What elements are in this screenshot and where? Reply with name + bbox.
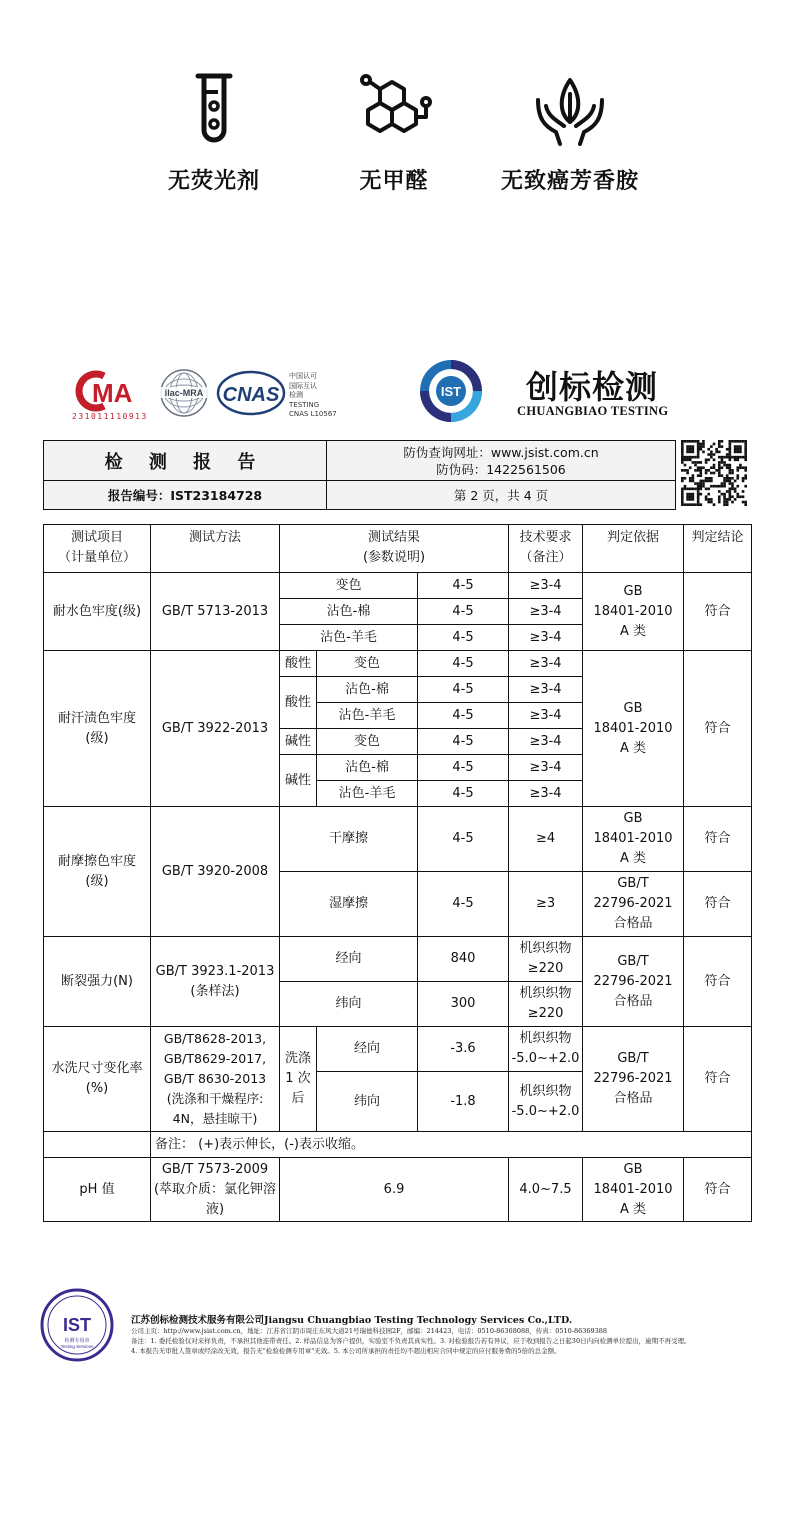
report-number: 报告编号：IST23184728 [107, 488, 263, 503]
ilac-logo-icon [158, 368, 210, 418]
feature-label: 无致癌芳香胺 [500, 169, 639, 194]
req-cell: ≥3-4 [509, 755, 583, 781]
seal-sub: 检测专用章 [64, 1338, 90, 1344]
value-cell: 4-5 [418, 677, 509, 703]
value-cell: 4-5 [418, 807, 509, 872]
value-cell: -1.8 [418, 1072, 509, 1132]
brand-name-en: CHUANGBIAO TESTING [517, 404, 669, 418]
footer-line: 备注：1. 委托检验仅对来样负责，不承担其他连带责任。2. 样品信息为客户提供，实验室不负责其真实性。3. 对检验报告若有异议，应于收到报告之日起30日内向检测单位提出，逾期不再受理。 [131, 1337, 691, 1345]
conclusion-cell: 符合 [684, 573, 752, 651]
cnas-text: CNAS [222, 384, 280, 406]
feature-no-fluorescent [124, 70, 304, 195]
value-cell: 4-5 [418, 872, 509, 937]
req-cell: ≥3-4 [509, 573, 583, 599]
method-cell: GB/T 3923.1-2013 (条样法) [151, 937, 280, 1027]
feature-label: 无甲醛 [359, 169, 429, 194]
footer-line: 4. 本报告无审批人签章或经涂改无效，报告无"检验检测专用章"无效。5. 本公司所承担的责任均不超出相应合同中规定的应付服务费的5倍的总金额。 [131, 1347, 561, 1355]
value-cell: 4-5 [418, 755, 509, 781]
accreditation-logos [0, 352, 790, 432]
cma-text: MA [92, 378, 133, 408]
req-cell: ≥3-4 [509, 625, 583, 651]
param-cell: 变色 [317, 729, 418, 755]
test-results-table [43, 524, 752, 1222]
feature-no-amines [480, 70, 660, 195]
param-cell: 沾色-棉 [317, 755, 418, 781]
header-method: 测试方法 [151, 525, 280, 573]
method-cell: GB/T 3920-2008 [151, 807, 280, 937]
param-cell: 沾色-羊毛 [317, 703, 418, 729]
header-basis: 判定依据 [583, 525, 684, 573]
feature-no-formaldehyde [304, 70, 484, 195]
req-cell: ≥3-4 [509, 781, 583, 807]
item-cell: pH 值 [44, 1158, 151, 1222]
note-cell: 备注： (+)表示伸长，(-)表示收缩。 [151, 1132, 752, 1158]
value-cell: 4-5 [418, 625, 509, 651]
header-result: 测试结果 (参数说明) [280, 525, 509, 573]
table-row [44, 807, 752, 872]
req-cell: 机织织物 -5.0~+2.0 [509, 1072, 583, 1132]
value-cell: 4-5 [418, 729, 509, 755]
param-cell: 变色 [280, 573, 418, 599]
conclusion-cell: 符合 [684, 1158, 752, 1222]
cnas-caption [289, 372, 337, 420]
param-cell: 经向 [280, 937, 418, 982]
table-row [44, 937, 752, 982]
table-header-row [44, 525, 752, 573]
table-row [44, 573, 752, 599]
alkali-label: 碱性 [280, 729, 317, 755]
brand-name-cn: 创标检测 [526, 368, 659, 406]
item-cell: 水洗尺寸变化率 (%) [44, 1027, 151, 1132]
param-cell: 沾色-棉 [317, 677, 418, 703]
param-cell: 干摩擦 [280, 807, 418, 872]
cnas-logo-icon [216, 370, 286, 416]
molecule-icon [354, 70, 434, 150]
method-cell: GB/T 3922-2013 [151, 651, 280, 807]
cnas-line: 检测 [289, 391, 303, 399]
acid-label: 酸性 [280, 677, 317, 729]
basis-cell: GB 18401-2010 A 类 [583, 1158, 684, 1222]
param-cell: 沾色-羊毛 [317, 781, 418, 807]
test-tube-icon [184, 70, 244, 150]
req-cell: 机织织物 -5.0~+2.0 [509, 1027, 583, 1072]
table-row [44, 1027, 752, 1072]
param-cell: 湿摩擦 [280, 872, 418, 937]
value-cell: 300 [418, 982, 509, 1027]
seal-en: Testing Services [60, 1344, 94, 1349]
alkali-label: 碱性 [280, 755, 317, 807]
code-line: 防伪码：1422561506 [436, 461, 566, 477]
conclusion-cell: 符合 [684, 937, 752, 1027]
req-cell: ≥3-4 [509, 599, 583, 625]
cnas-line: 中国认可 [289, 372, 317, 380]
req-cell: ≥3 [509, 872, 583, 937]
seal-text: IST [62, 1315, 92, 1335]
method-cell: GB/T 5713-2013 [151, 573, 280, 651]
req-cell: 机织织物 ≥220 [509, 982, 583, 1027]
value-cell: 4-5 [418, 781, 509, 807]
cnas-line: CNAS L10567 [289, 410, 337, 418]
method-cell: GB/T8628-2013, GB/T8629-2017, GB/T 8630-2013 (洗涤和干燥程序: 4N，悬挂晾干) [151, 1027, 280, 1132]
conclusion-cell: 符合 [684, 872, 752, 937]
req-cell: ≥3-4 [509, 677, 583, 703]
value-cell: 6.9 [280, 1158, 509, 1222]
page-indicator: 第 2 页，共 4 页 [453, 488, 549, 503]
header-requirement: 技术要求 （备注） [509, 525, 583, 573]
basis-cell: GB/T 22796-2021 合格品 [583, 872, 684, 937]
report-header [43, 440, 676, 510]
param-cell: 沾色-棉 [280, 599, 418, 625]
req-cell: ≥3-4 [509, 703, 583, 729]
header-conclusion: 判定结论 [684, 525, 752, 573]
cnas-line: TESTING [289, 400, 320, 409]
ist-logo-icon [418, 358, 484, 424]
anti-fake-info [327, 441, 675, 480]
note-row [44, 1132, 752, 1158]
value-cell: 4-5 [418, 599, 509, 625]
basis-cell: GB 18401-2010 A 类 [583, 573, 684, 651]
value-cell: 840 [418, 937, 509, 982]
method-cell: GB/T 7573-2009 (萃取介质：氯化钾溶 液) [151, 1158, 280, 1222]
item-cell: 断裂强力(N) [44, 937, 151, 1027]
req-cell: ≥3-4 [509, 651, 583, 677]
value-cell: 4-5 [418, 573, 509, 599]
item-cell: 耐汗渍色牢度 (级) [44, 651, 151, 807]
item-cell-empty [44, 1132, 151, 1158]
value-cell: 4-5 [418, 651, 509, 677]
ist-seal-icon [40, 1288, 114, 1362]
ilac-text: ilac-MRA [164, 388, 204, 398]
item-cell: 耐水色牢度(级) [44, 573, 151, 651]
value-cell: -3.6 [418, 1027, 509, 1072]
cma-logo-icon [70, 370, 150, 412]
param-cell: 变色 [317, 651, 418, 677]
acid-label: 酸性 [280, 651, 317, 677]
req-cell: 4.0~7.5 [509, 1158, 583, 1222]
cnas-line: 国际互认 [289, 381, 317, 390]
basis-cell: GB/T 22796-2021 合格品 [583, 1027, 684, 1132]
value-cell: 4-5 [418, 703, 509, 729]
param-cell: 沾色-羊毛 [280, 625, 418, 651]
cma-number: 231011110913 [72, 412, 148, 421]
conclusion-cell: 符合 [684, 651, 752, 807]
basis-cell: GB 18401-2010 A 类 [583, 651, 684, 807]
leaf-hands-icon [530, 70, 610, 150]
param-cell: 经向 [317, 1027, 418, 1072]
req-cell: ≥4 [509, 807, 583, 872]
ist-text: IST [440, 384, 462, 399]
param-cell: 纬向 [317, 1072, 418, 1132]
report-title: 检 测 报 告 [104, 451, 266, 473]
param-cell: 纬向 [280, 982, 418, 1027]
req-cell: ≥3-4 [509, 729, 583, 755]
company-name: 江苏创标检测技术服务有限公司Jiangsu Chuangbiao Testing Technology Services Co.,LTD. [131, 1315, 573, 1326]
basis-cell: GB/T 22796-2021 合格品 [583, 937, 684, 1027]
feature-label: 无荧光剂 [167, 169, 260, 194]
req-cell: 机织织物 ≥220 [509, 937, 583, 982]
item-cell: 耐摩擦色牢度 (级) [44, 807, 151, 937]
wash-label: 洗涤 1 次 后 [280, 1027, 317, 1132]
table-row [44, 1158, 752, 1222]
conclusion-cell: 符合 [684, 1027, 752, 1132]
header-item: 测试项目 （计量单位） [44, 525, 151, 573]
table-row [44, 651, 752, 677]
basis-cell: GB 18401-2010 A 类 [583, 807, 684, 872]
footer-info [131, 1312, 771, 1356]
conclusion-cell: 符合 [684, 807, 752, 872]
website-line: 防伪查询网址：www.jsist.com.cn [403, 444, 599, 460]
feature-icons-row [0, 70, 790, 210]
qr-code-icon [681, 440, 747, 506]
footer-line: 公司主页：http://www.jsist.com.cn，地址：江苏省江阴市周庄东风大道21号瑞德科技园2F，邮编：214423，电话：0510-86368088，传真：0510-86369388 [131, 1327, 608, 1335]
